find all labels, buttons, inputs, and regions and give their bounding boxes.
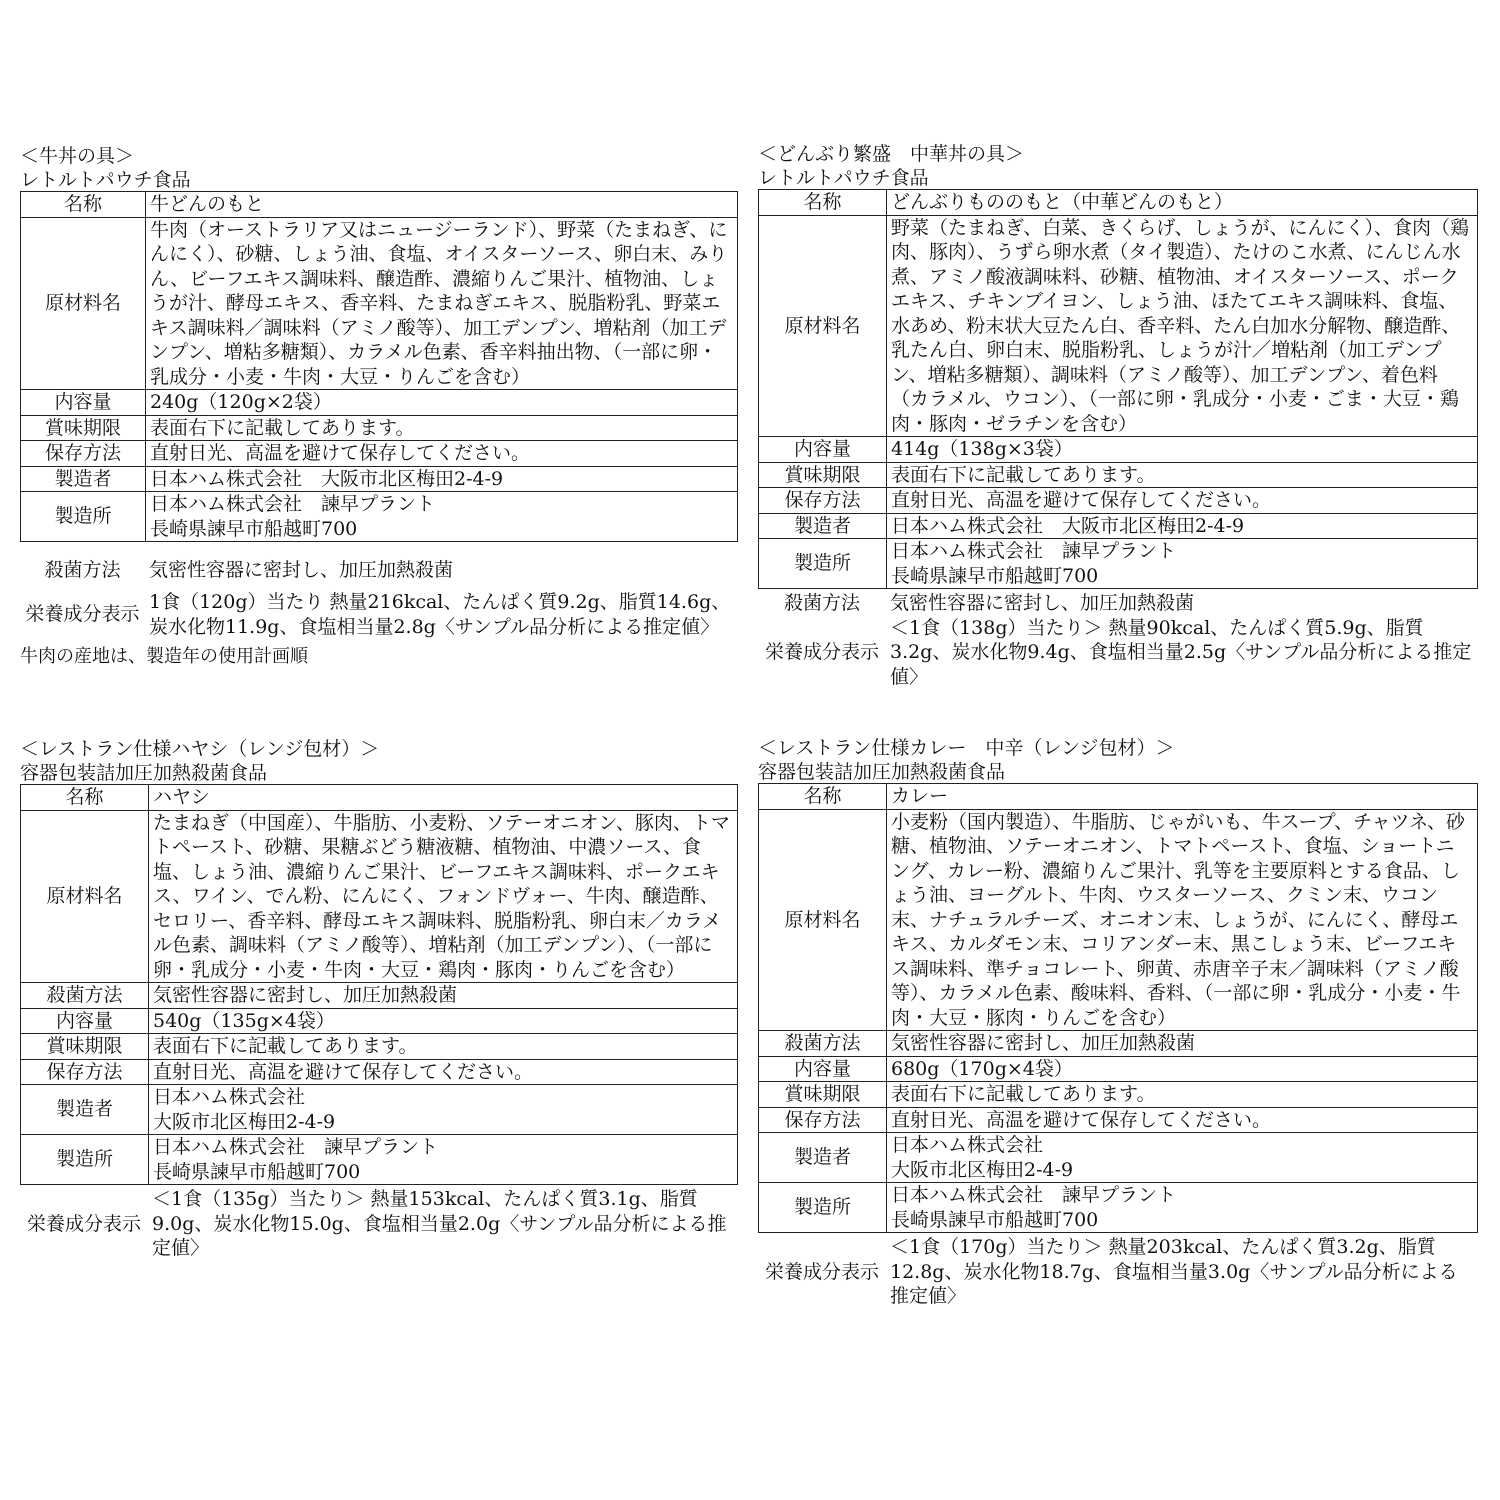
row-label: 名称: [759, 784, 887, 810]
row-label: 賞味期限: [759, 1082, 887, 1108]
table-row: [759, 809, 1478, 1031]
value-line: 日本ハム株式会社 諫早プラント: [153, 1136, 439, 1158]
row-value: ハヤシ: [149, 785, 738, 811]
table-row: [759, 190, 1478, 216]
extra-row: [20, 590, 738, 639]
row-label: 保存方法: [759, 1107, 887, 1133]
curry-extra-table: [758, 1235, 1478, 1309]
table-row: [21, 1008, 738, 1034]
table-row: [759, 1133, 1478, 1183]
value-line: 日本ハム株式会社 諫早プラント: [150, 493, 436, 515]
extra-row: [20, 1187, 738, 1261]
row-value: 直射日光、高温を避けて保存してください。: [146, 441, 738, 467]
row-value: ＜1食（138g）当たり＞ 熱量90kcal、たんぱく質5.9g、脂質3.2g、炭水化物9.4g、食塩相当量2.5g〈サンプル品分析による推定値〉: [890, 616, 1472, 688]
row-label: 保存方法: [759, 488, 887, 514]
row-value: [887, 1133, 1478, 1183]
value-line: 長崎県諫早市船越町700: [150, 517, 358, 540]
table-row: [759, 488, 1478, 514]
row-label: 内容量: [21, 390, 146, 416]
row-label: 賞味期限: [759, 462, 887, 488]
row-value: 540g（135g×4袋）: [149, 1008, 738, 1034]
value-line: 日本ハム株式会社: [153, 1086, 306, 1108]
row-value: 414g（138g×3袋）: [887, 437, 1478, 463]
row-label: 内容量: [759, 437, 887, 463]
row-label: 殺菌方法: [759, 1031, 887, 1057]
row-label: 製造者: [759, 1133, 887, 1183]
value-line: 大阪市北区梅田2-4-9: [153, 1110, 336, 1133]
chukadon-subtitle: レトルトパウチ食品: [758, 167, 929, 189]
row-value: 牛肉（オーストラリア又はニュージーランド）、野菜（たまねぎ、にんにく）、砂糖、しょう油、食塩、オイスターソース、卵白末、みりん、ビーフエキス調味料、醸造酢、濃縮りんご果汁、植物油、しょうが汁、酵母エキス、香辛料、たまねぎエキス、脱脂粉乳、野菜エキス調味料／調味料（アミノ酸等）、加工デンプン、増粘剤（加工デンプン、増粘多糖類）、カラメル色素、香辛料抽出物、（一部に卵・乳成分・小麦・牛肉・大豆・りんごを含む）: [146, 217, 738, 390]
row-value: 1食（120g）当たり 熱量216kcal、たんぱく質9.2g、脂質14.6g、炭水化物11.9g、食塩相当量2.8g〈サンプル品分析による推定値〉: [149, 591, 731, 638]
row-value: [887, 1183, 1478, 1233]
table-row: [759, 1056, 1478, 1082]
row-label: 栄養成分表示: [25, 603, 140, 626]
row-value: 気密性容器に密封し、加圧加熱殺菌: [887, 1031, 1478, 1057]
row-label: 栄養成分表示: [764, 1260, 879, 1283]
row-value: 表面右下に記載してあります。: [149, 1034, 738, 1060]
row-value: 野菜（たまねぎ、白菜、きくらげ、しょうが、にんにく）、食肉（鶏肉、豚肉）、うずら卵水煮（タイ製造）、たけのこ水煮、にんじん水煮、アミノ酸液調味料、砂糖、植物油、オイスターソース、ポークエキス、チキンブイヨン、しょう油、ほたてエキス調味料、食塩、水あめ、粉末状大豆たん白、香辛料、たん白加水分解物、醸造酢、乳たん白、卵白末、脱脂粉乳、しょうが汁／増粘剤（加工デンプン、増粘多糖類）、調味料（アミノ酸等）、加工デンプン、着色料（カラメル、ウコン）、（一部に卵・乳成分・小麦・ごま・大豆・鶏肉・豚肉・ゼラチンを含む）: [887, 215, 1478, 437]
table-row: [21, 785, 738, 811]
row-label: 内容量: [759, 1056, 887, 1082]
row-label: 名称: [759, 190, 887, 216]
row-value: 直射日光、高温を避けて保存してください。: [887, 1107, 1478, 1133]
curry-panel: [758, 736, 1478, 1309]
row-value: どんぶりもののもと（中華どんのもと）: [887, 190, 1478, 216]
value-line: 日本ハム株式会社: [891, 1134, 1044, 1156]
row-label: 製造所: [21, 492, 146, 542]
chukadon-extra-table: [758, 591, 1478, 689]
row-value: 680g（170g×4袋）: [887, 1056, 1478, 1082]
row-label: 保存方法: [21, 1059, 149, 1085]
row-value: 牛どんのもと: [146, 192, 738, 218]
table-row: [21, 1034, 738, 1060]
row-label: 製造者: [21, 1085, 149, 1135]
row-value: [149, 1135, 738, 1185]
table-row: [759, 1082, 1478, 1108]
row-value: 気密性容器に密封し、加圧加熱殺菌: [890, 592, 1195, 614]
row-value: 240g（120g×2袋）: [146, 390, 738, 416]
gyudon-extra-table: [20, 550, 738, 639]
table-row: [21, 1059, 738, 1085]
value-line: 長崎県諫早市船越町700: [153, 1160, 361, 1183]
table-row: [21, 1085, 738, 1135]
row-label: 原材料名: [21, 217, 146, 390]
value-line: 長崎県諫早市船越町700: [891, 564, 1099, 587]
row-value: [146, 492, 738, 542]
table-row: [759, 784, 1478, 810]
row-label: 栄養成分表示: [26, 1212, 141, 1235]
table-row: [21, 415, 738, 441]
table-row: [759, 1107, 1478, 1133]
row-value: ＜1食（170g）当たり＞ 熱量203kcal、たんぱく質3.2g、脂質12.8g、炭水化物18.7g、食塩相当量3.0g〈サンプル品分析による推定値〉: [890, 1236, 1458, 1307]
curry-title: ＜レストラン仕様カレー 中辛（レンジ包材）＞: [758, 737, 1175, 759]
table-row: [21, 1135, 738, 1185]
table-row: [21, 441, 738, 467]
row-value: 気密性容器に密封し、加圧加熱殺菌: [149, 983, 738, 1009]
value-line: 大阪市北区梅田2-4-9: [891, 1158, 1074, 1181]
extra-row: [758, 616, 1478, 690]
value-line: 日本ハム株式会社 諫早プラント: [891, 540, 1177, 562]
extra-row: [758, 591, 1478, 616]
hayashi-extra-table: [20, 1187, 738, 1261]
gyudon-note: 牛肉の産地は、製造年の使用計画順: [20, 646, 308, 667]
value-line: 日本ハム株式会社 諫早プラント: [891, 1184, 1177, 1206]
row-label: 製造所: [759, 1183, 887, 1233]
table-row: [21, 192, 738, 218]
table-row: [759, 513, 1478, 539]
row-label: 賞味期限: [21, 415, 146, 441]
hayashi-spec-table: [20, 784, 738, 1185]
row-label: 原材料名: [759, 215, 887, 437]
extra-row: [758, 1235, 1478, 1309]
row-label: 名称: [21, 192, 146, 218]
chukadon-title: ＜どんぶり繁盛 中華丼の具＞: [758, 143, 1025, 165]
table-row: [759, 462, 1478, 488]
row-label: 名称: [21, 785, 149, 811]
row-label: 賞味期限: [21, 1034, 149, 1060]
row-label: 殺菌方法: [21, 983, 149, 1009]
row-value: 小麦粉（国内製造）、牛脂肪、じゃがいも、牛スープ、チャツネ、砂糖、植物油、ソテーオニオン、トマトペースト、食塩、ショートニング、カレー粉、濃縮りんご果汁、乳等を主要原料とする食品、しょう油、ヨーグルト、牛肉、ウスターソース、クミン末、ウコン末、ナチュラルチーズ、オニオン末、しょうが、にんにく、酵母エキス、カルダモン末、コリアンダー末、黒こしょう末、ビーフエキス調味料、準チョコレート、卵黄、赤唐辛子末／調味料（アミノ酸等）、カラメル色素、酸味料、香料、（一部に卵・乳成分・小麦・牛肉・大豆・豚肉・りんごを含む）: [887, 809, 1478, 1031]
row-value: 日本ハム株式会社 大阪市北区梅田2-4-9: [146, 466, 738, 492]
curry-spec-table: [758, 783, 1478, 1233]
table-row: [759, 1031, 1478, 1057]
table-row: [21, 466, 738, 492]
row-label: 栄養成分表示: [764, 641, 879, 663]
row-label: 原材料名: [21, 810, 149, 983]
row-value: 表面右下に記載してあります。: [146, 415, 738, 441]
row-value: 直射日光、高温を避けて保存してください。: [149, 1059, 738, 1085]
row-value: 直射日光、高温を避けて保存してください。: [887, 488, 1478, 514]
table-row: [759, 437, 1478, 463]
row-label: 製造所: [759, 539, 887, 589]
gyudon-subtitle: レトルトパウチ食品: [20, 169, 191, 191]
row-value: 気密性容器に密封し、加圧加熱殺菌: [149, 558, 454, 581]
table-row: [21, 983, 738, 1009]
row-label: 製造者: [21, 466, 146, 492]
chukadon-spec-table: [758, 189, 1478, 589]
table-row: [21, 492, 738, 542]
hayashi-title: ＜レストラン仕様ハヤシ（レンジ包材）＞: [20, 738, 380, 760]
table-row: [759, 215, 1478, 437]
row-value: たまねぎ（中国産）、牛脂肪、小麦粉、ソテーオニオン、豚肉、トマトペースト、砂糖、果糖ぶどう糖液糖、植物油、中濃ソース、食塩、しょう油、濃縮りんご果汁、ビーフエキス調味料、ポークエキス、ワイン、でん粉、にんにく、フォンドヴォー、牛肉、醸造酢、セロリー、香辛料、酵母エキス調味料、脱脂粉乳、卵白末／カラメル色素、調味料（アミノ酸等）、増粘剤（加工デンプン）、（一部に卵・乳成分・小麦・牛肉・大豆・鶏肉・豚肉・りんごを含む）: [149, 810, 738, 983]
gyudon-panel: [20, 144, 738, 669]
hayashi-subtitle: 容器包装詰加圧加熱殺菌食品: [20, 762, 268, 784]
row-value: 表面右下に記載してあります。: [887, 462, 1478, 488]
row-label: 製造所: [21, 1135, 149, 1185]
row-label: 製造者: [759, 513, 887, 539]
extra-row: [20, 550, 738, 590]
row-value: カレー: [887, 784, 1478, 810]
curry-subtitle: 容器包装詰加圧加熱殺菌食品: [758, 761, 1006, 783]
row-label: 殺菌方法: [783, 592, 860, 614]
table-row: [21, 390, 738, 416]
row-value: 日本ハム株式会社 大阪市北区梅田2-4-9: [887, 513, 1478, 539]
table-row: [21, 810, 738, 983]
table-row: [759, 539, 1478, 589]
row-value: ＜1食（135g）当たり＞ 熱量153kcal、たんぱく質3.1g、脂質9.0g、炭水化物15.0g、食塩相当量2.0g〈サンプル品分析による推定値〉: [152, 1188, 727, 1259]
row-value: 表面右下に記載してあります。: [887, 1082, 1478, 1108]
row-value: [887, 539, 1478, 589]
row-label: 保存方法: [21, 441, 146, 467]
row-label: 殺菌方法: [44, 558, 121, 581]
chukadon-panel: [758, 142, 1478, 689]
table-row: [759, 1183, 1478, 1233]
gyudon-spec-table: [20, 191, 738, 542]
hayashi-panel: [20, 737, 738, 1261]
row-value: [149, 1085, 738, 1135]
value-line: 長崎県諫早市船越町700: [891, 1208, 1099, 1231]
table-row: [21, 217, 738, 390]
row-label: 内容量: [21, 1008, 149, 1034]
gyudon-title: ＜牛丼の具＞: [20, 145, 135, 167]
row-label: 原材料名: [759, 809, 887, 1031]
